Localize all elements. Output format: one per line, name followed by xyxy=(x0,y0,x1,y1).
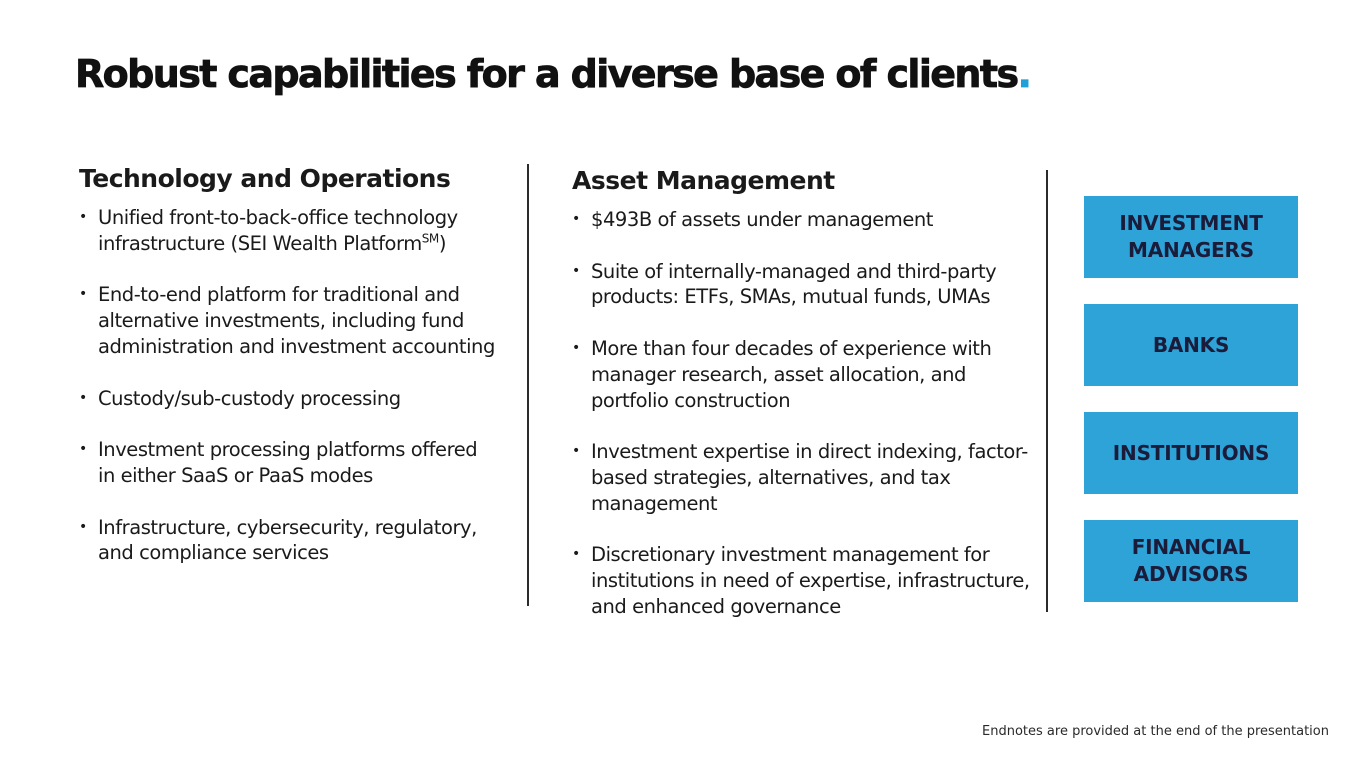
list-item xyxy=(572,207,1042,233)
list-item xyxy=(79,282,499,359)
bullet-icon: • xyxy=(572,211,580,227)
list-item-text: Investment expertise in direct indexing, factor-based strategies, alternatives, and tax management xyxy=(591,440,1028,515)
column-divider-right xyxy=(1046,170,1048,612)
list-item xyxy=(572,259,1042,311)
list-item-text: Unified front-to-back-office technology infrastructure (SEI Wealth Platform xyxy=(98,206,458,255)
client-box-financial-advisors: FINANCIAL ADVISORS xyxy=(1084,520,1298,602)
asset-management-heading: Asset Management xyxy=(572,166,835,195)
bullet-icon: • xyxy=(79,209,87,225)
bullet-icon: • xyxy=(572,546,580,563)
list-item xyxy=(572,336,1042,413)
list-item-text: More than four decades of experience with manager research, asset allocation, and portfolio construction xyxy=(591,336,992,412)
endnote-text: Endnotes are provided at the end of the presentation xyxy=(982,724,1329,739)
list-item-text: Investment processing platforms offered in either SaaS or PaaS modes xyxy=(98,438,478,487)
title-accent-dot: . xyxy=(1017,52,1031,96)
bullet-icon: • xyxy=(79,286,87,303)
list-item-suffix: ) xyxy=(438,231,446,255)
list-item-text: Suite of internally-managed and third-party products: ETFs, SMAs, mutual funds, UMAs xyxy=(591,259,997,309)
list-item-text: Custody/sub-custody processing xyxy=(98,386,401,410)
list-item xyxy=(79,437,499,489)
client-box-banks: BANKS xyxy=(1084,304,1298,386)
list-item xyxy=(572,542,1042,619)
list-item xyxy=(572,439,1042,516)
bullet-icon: • xyxy=(572,443,580,460)
technology-operations-heading: Technology and Operations xyxy=(79,164,451,193)
page-title xyxy=(75,52,1030,96)
page-title-text: Robust capabilities for a diverse base of clients xyxy=(75,52,1018,96)
client-box-institutions: INSTITUTIONS xyxy=(1084,412,1298,494)
column-divider-left xyxy=(527,164,529,606)
list-item-text: Infrastructure, cybersecurity, regulatory, and compliance services xyxy=(98,515,477,565)
list-item-text: $493B of assets under management xyxy=(591,208,933,231)
bullet-icon: • xyxy=(79,389,87,406)
list-item xyxy=(79,515,499,567)
technology-operations-section xyxy=(79,164,499,592)
bullet-icon: • xyxy=(79,518,87,535)
list-item-text: Discretionary investment management for institutions in need of expertise, infrastructure, and enhanced governance xyxy=(591,543,1030,618)
client-box-investment-managers: INVESTMENT MANAGERS xyxy=(1084,196,1298,278)
bullet-icon: • xyxy=(79,441,87,458)
service-mark: SM xyxy=(421,231,439,246)
list-item xyxy=(79,205,499,257)
bullet-icon: • xyxy=(572,339,580,356)
technology-operations-list xyxy=(79,205,499,566)
asset-management-section xyxy=(572,166,1042,646)
bullet-icon: • xyxy=(572,262,580,279)
list-item xyxy=(79,386,499,412)
asset-management-list xyxy=(572,207,1042,620)
list-item-text: End-to-end platform for traditional and alternative investments, including fund administration and investment accounting xyxy=(98,283,495,358)
